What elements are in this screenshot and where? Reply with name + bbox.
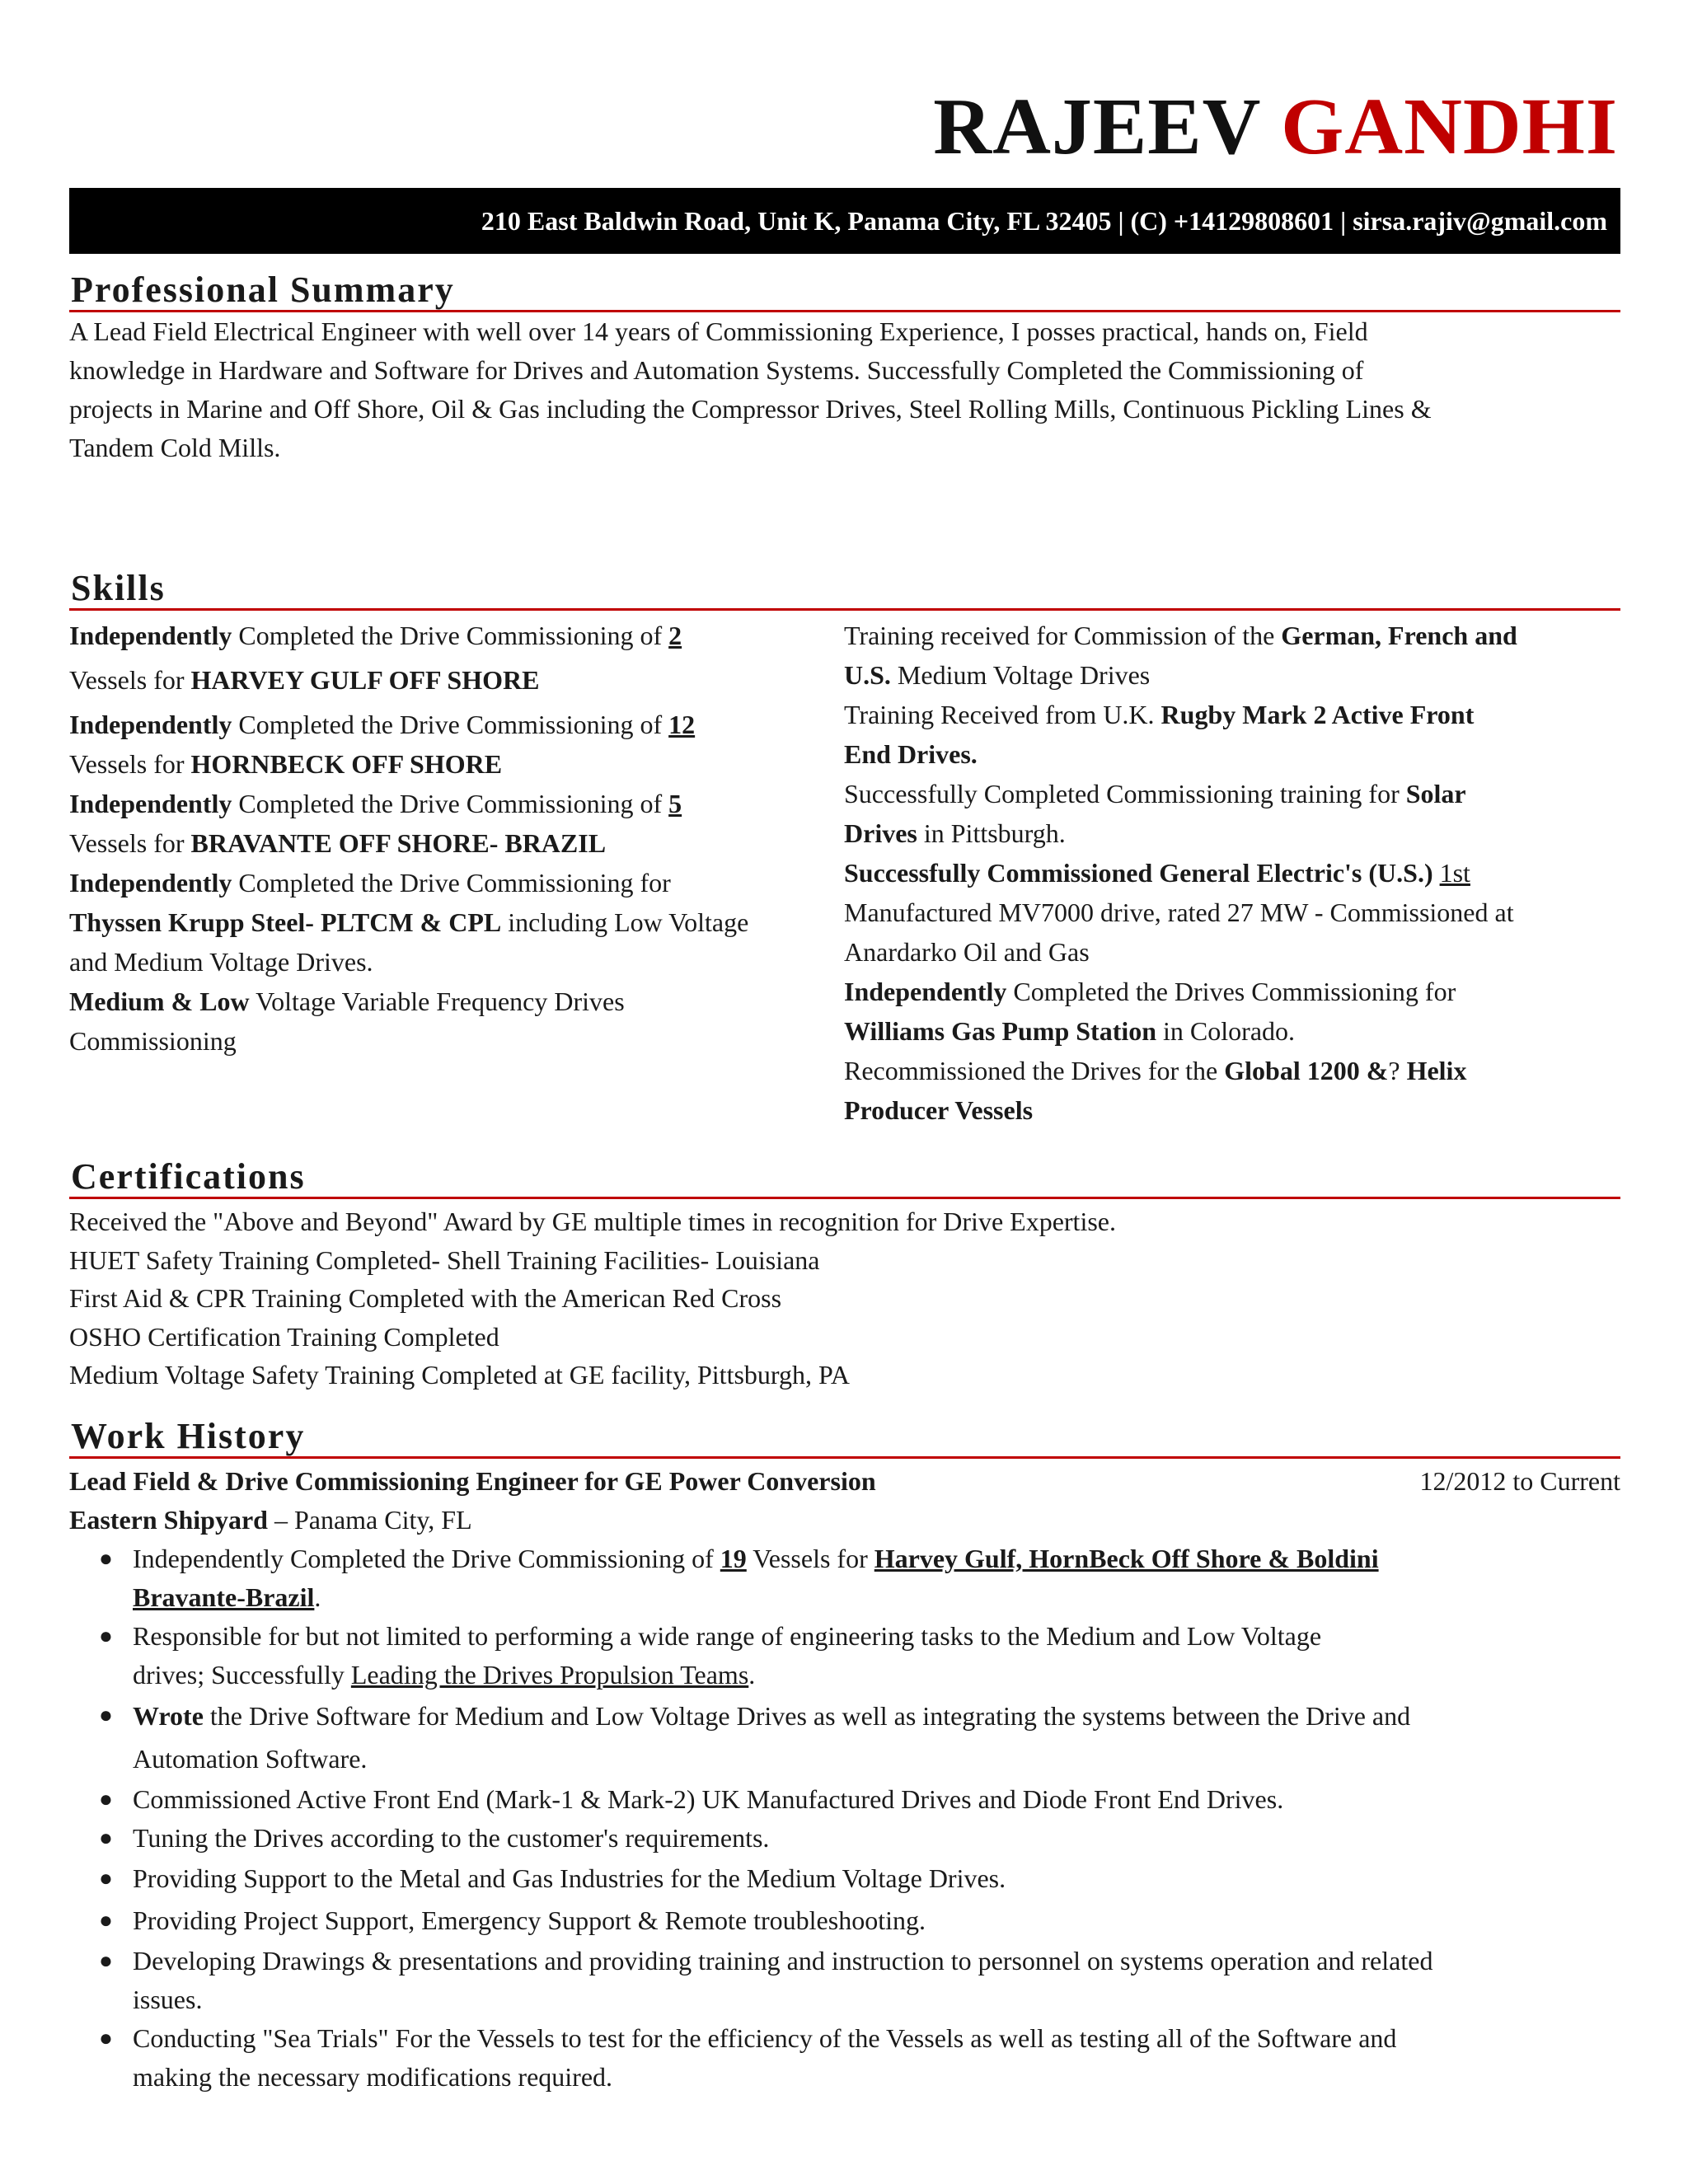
duty-item: ● Providing Project Support, Emergency Support & Remote troubleshooting. <box>69 1900 1620 1942</box>
job-duties-list <box>69 1540 1620 2097</box>
certification-item: HUET Safety Training Completed- Shell Training Facilities- Louisiana <box>69 1244 820 1275</box>
bullet-icon: ● <box>99 1703 113 1728</box>
work-history-section <box>69 1415 1620 2097</box>
job-company <box>69 1501 1620 1540</box>
contact-bar <box>69 188 1620 254</box>
certification-item: OSHO Certification Training Completed <box>69 1321 499 1352</box>
bullet-icon: ● <box>99 1787 113 1812</box>
summary-line: A Lead Field Electrical Engineer with well over 14 years of Commissioning Experience, I posses practical, hands on, Field <box>69 316 1368 346</box>
company-location: – Panama City, FL <box>267 1505 472 1535</box>
skill-item: Manufactured MV7000 drive, rated 27 MW - Commissioned at <box>844 898 1514 927</box>
duty-item: ● Developing Drawings & presentations and providing training and instruction to personnel on systems operation and related issues. <box>69 1942 1620 2019</box>
duty-item: ● Responsible for but not limited to performing a wide range of engineering tasks to the Medium and Low Voltage drives; Successfully Leading the Drives Propulsion Teams. <box>69 1617 1620 1694</box>
skills-heading-text: Skills <box>71 567 166 608</box>
skill-item: Vessels for BRAVANTE OFF SHORE- BRAZIL <box>69 828 607 858</box>
summary-line: projects in Marine and Off Shore, Oil & Gas including the Compressor Drives, Steel Rolling Mills, Continuous Pickling Lines & <box>69 394 1432 424</box>
work-history-heading <box>69 1415 1620 1459</box>
certifications-section <box>69 1155 1620 1394</box>
last-name: GANDHI <box>1281 82 1618 171</box>
skill-item: Vessels for HARVEY GULF OFF SHORE <box>69 665 540 695</box>
skill-item: Commissioning <box>69 1026 237 1056</box>
bullet-icon: ● <box>99 1908 113 1933</box>
summary-section <box>69 269 1620 467</box>
certification-item: Received the "Above and Beyond" Award by GE multiple times in recognition for Drive Expertise. <box>69 1207 1116 1236</box>
bullet-icon: ● <box>99 1866 113 1891</box>
duty-item: ● Independently Completed the Drive Commissioning of 19 Vessels for Harvey Gulf, HornBeck Off Shore & Boldini Bravante-Brazil. <box>69 1540 1620 1617</box>
certification-item: First Aid & CPR Training Completed with the American Red Cross <box>69 1283 782 1313</box>
skill-item: Medium & Low Voltage Variable Frequency Drives <box>69 987 625 1016</box>
skill-item: Thyssen Krupp Steel- PLTCM & CPL including Low Voltage <box>69 907 749 937</box>
bullet-icon: ● <box>99 1825 113 1851</box>
skill-item: Independently Completed the Drive Commissioning of 2 <box>69 621 682 650</box>
certifications-heading <box>69 1155 1620 1199</box>
skill-item: Independently Completed the Drive Commissioning of 5 <box>69 789 682 818</box>
skill-item: U.S. Medium Voltage Drives <box>844 660 1151 690</box>
summary-line: Tandem Cold Mills. <box>69 433 281 462</box>
skill-item: Training received for Commission of the German, French and <box>844 621 1517 650</box>
skills-heading <box>69 567 1620 611</box>
summary-heading <box>69 269 1620 312</box>
job-title: Lead Field & Drive Commissioning Engineer for GE Power Conversion <box>69 1466 876 1496</box>
duty-item: ● Conducting "Sea Trials" For the Vessels to test for the efficiency of the Vessels as well as testing all of the Software and making the necessary modifications required. <box>69 2019 1620 2097</box>
skill-item: Producer Vessels <box>844 1095 1034 1125</box>
duty-item: ● Providing Support to the Metal and Gas Industries for the Medium Voltage Drives. <box>69 1858 1620 1900</box>
skill-item: Anardarko Oil and Gas <box>844 937 1090 967</box>
company-name: Eastern Shipyard <box>69 1505 268 1535</box>
work-history-heading-text: Work History <box>71 1415 306 1456</box>
summary-line: knowledge in Hardware and Software for Drives and Automation Systems. Successfully Completed the Commissioning of <box>69 355 1364 385</box>
skill-item: Training Received from U.K. Rugby Mark 2 Active Front <box>844 700 1475 729</box>
skills-section <box>69 567 1620 1125</box>
certifications-heading-text: Certifications <box>71 1155 306 1197</box>
skill-item: Vessels for HORNBECK OFF SHORE <box>69 749 503 779</box>
bullet-icon: ● <box>99 1546 113 1572</box>
bullet-icon: ● <box>99 1948 113 1974</box>
skill-item: Williams Gas Pump Station in Colorado. <box>844 1016 1296 1046</box>
skill-item: Independently Completed the Drive Commissioning for <box>69 868 671 898</box>
skill-item: and Medium Voltage Drives. <box>69 947 373 977</box>
skill-item: Successfully Completed Commissioning training for Solar <box>844 779 1466 808</box>
certification-item: Medium Voltage Safety Training Completed at GE facility, Pittsburgh, PA <box>69 1360 850 1390</box>
skill-item: Recommissioned the Drives for the Global 1200 &? Helix <box>844 1056 1467 1085</box>
first-name: RAJEEV <box>933 82 1260 171</box>
skills-left-column <box>69 616 844 1061</box>
skill-item: Independently Completed the Drives Commissioning for <box>844 977 1456 1006</box>
summary-text <box>69 312 1620 467</box>
skill-item: End Drives. <box>844 739 978 769</box>
duty-item: ● Tuning the Drives according to the customer's requirements. <box>69 1819 1620 1858</box>
candidate-name <box>933 82 1618 171</box>
job-dates: 12/2012 to Current <box>1419 1466 1620 1496</box>
skill-item: Independently Completed the Drive Commissioning of 12 <box>69 710 696 739</box>
skill-item: Successfully Commissioned General Electric's (U.S.) 1st <box>844 858 1470 888</box>
skills-right-column <box>844 616 1620 1130</box>
job-entry <box>69 1462 1620 2097</box>
contact-info: 210 East Baldwin Road, Unit K, Panama City, FL 32405 | (C) +14129808601 | sirsa.rajiv@gmail.com <box>481 205 1607 236</box>
duty-item: ● Wrote the Drive Software for Medium and Low Voltage Drives as well as integrating the systems between the Drive and Automation Software. <box>69 1694 1620 1780</box>
bullet-icon: ● <box>99 2026 113 2051</box>
bullet-icon: ● <box>99 1624 113 1649</box>
certifications-list <box>69 1202 1620 1394</box>
duty-item: ● Commissioned Active Front End (Mark-1 & Mark-2) UK Manufactured Drives and Diode Front End Drives. <box>69 1780 1620 1819</box>
job-header <box>69 1462 1620 1501</box>
skill-item: Drives in Pittsburgh. <box>844 818 1066 848</box>
summary-heading-text: Professional Summary <box>71 269 455 310</box>
